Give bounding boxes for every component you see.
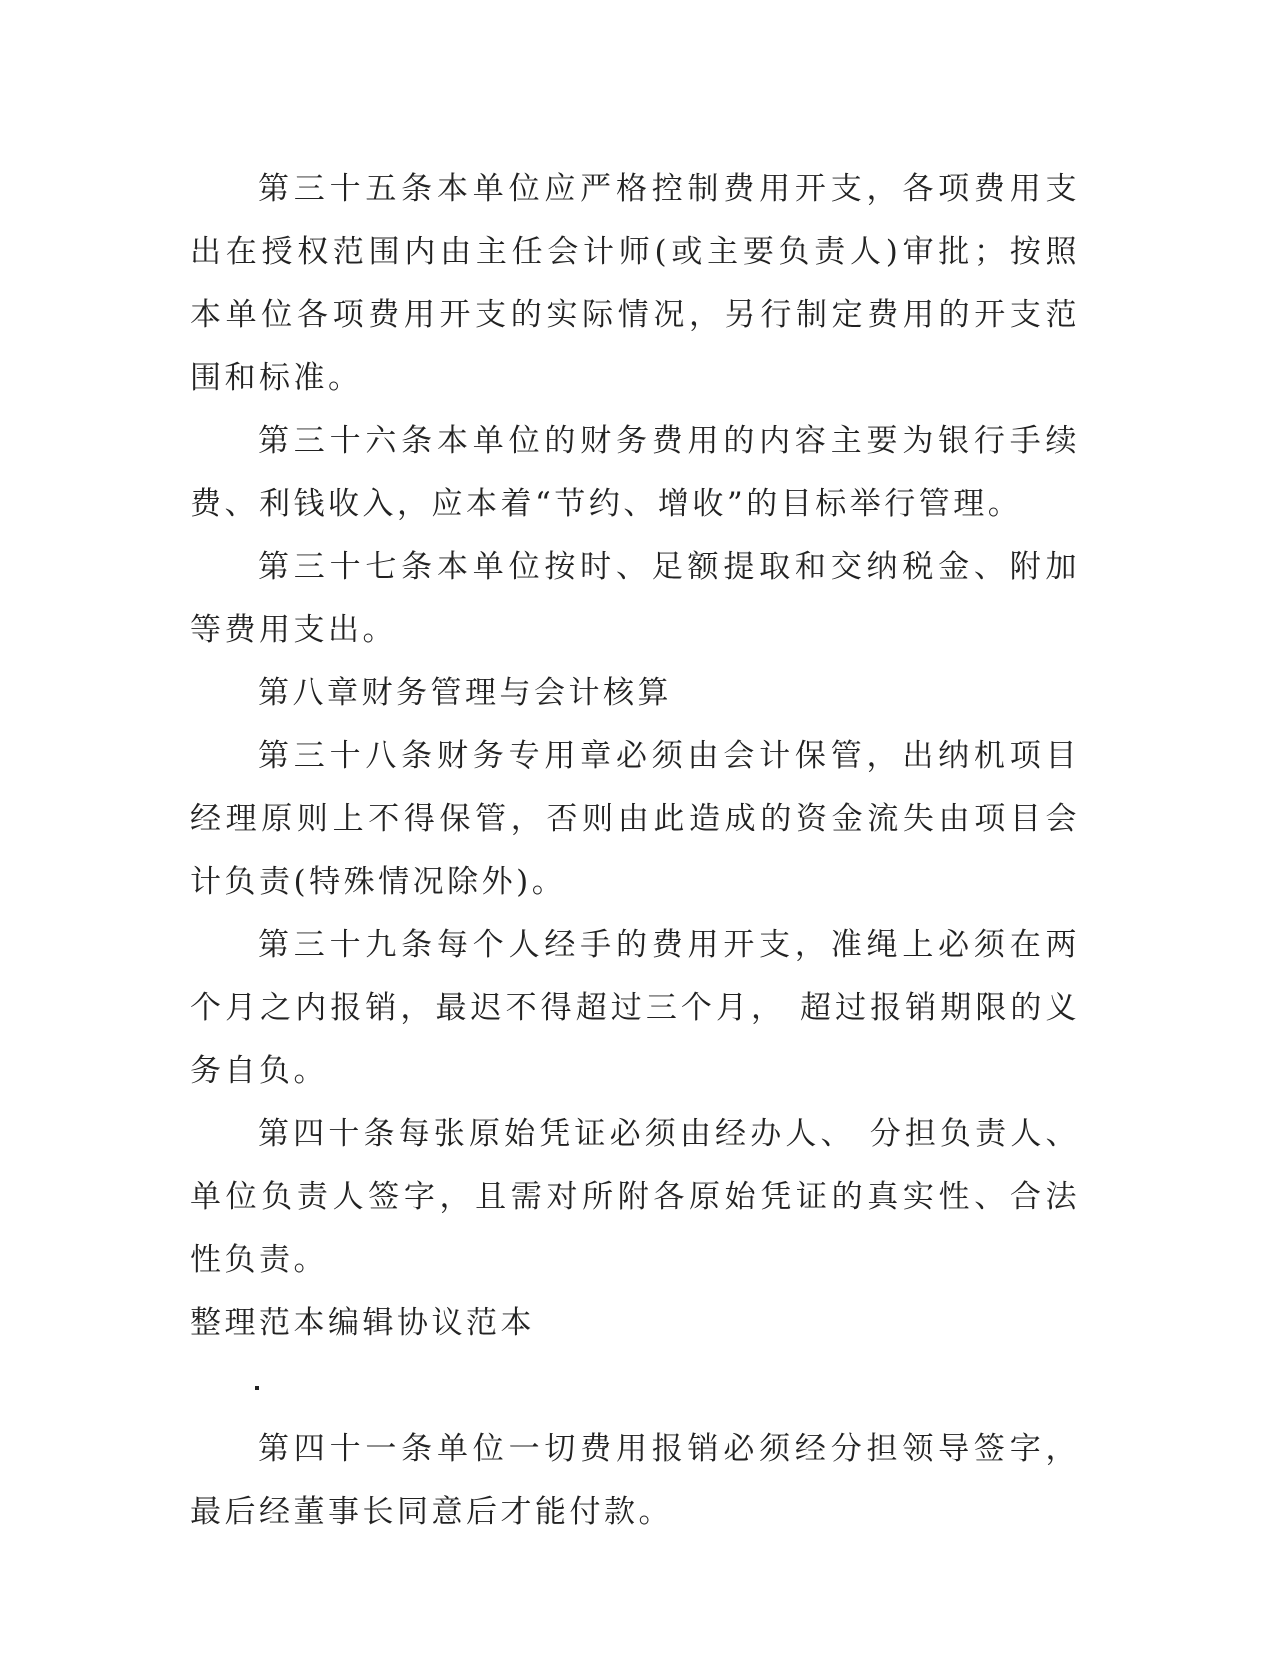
- stray-dot: [190, 1355, 1080, 1418]
- chapter-8-heading: 第八章财务管理与会计核算: [258, 675, 672, 711]
- article-40: 第四十条每张原始凭证必须由经办人、 分担负责人、单位负责人签字，且需对所附各原始凭证的真实性、合法性负责。: [190, 1116, 1080, 1278]
- document-body: [190, 158, 1080, 1544]
- article-35: 第三十五条本单位应严格控制费用开支，各项费用支出在授权范围内由主任会计师(或主要负责人)审批；按照本单位各项费用开支的实际情况，另行制定费用的开支范围和标准。: [190, 171, 1080, 396]
- article-38: 第三十八条财务专用章必须由会计保管，出纳机项目经理原则上不得保管，否则由此造成的资金流失由项目会计负责(特殊情况除外)。: [190, 738, 1080, 900]
- dot-mark: [255, 1386, 259, 1390]
- article-41: 第四十一条单位一切费用报销必须经分担领导签字，最后经董事长同意后才能付款。: [190, 1431, 1080, 1530]
- article-37: 第三十七条本单位按时、足额提取和交纳税金、附加等费用支出。: [190, 549, 1080, 648]
- article-39: 第三十九条每个人经手的费用开支，准绳上必须在两个月之内报销，最迟不得超过三个月， 超过报销期限的义务自负。: [190, 927, 1080, 1089]
- template-note: 整理范本编辑协议范本: [190, 1305, 535, 1341]
- article-36: 第三十六条本单位的财务费用的内容主要为银行手续费、利钱收入，应本着“节约、增收”的目标举行管理。: [190, 423, 1080, 522]
